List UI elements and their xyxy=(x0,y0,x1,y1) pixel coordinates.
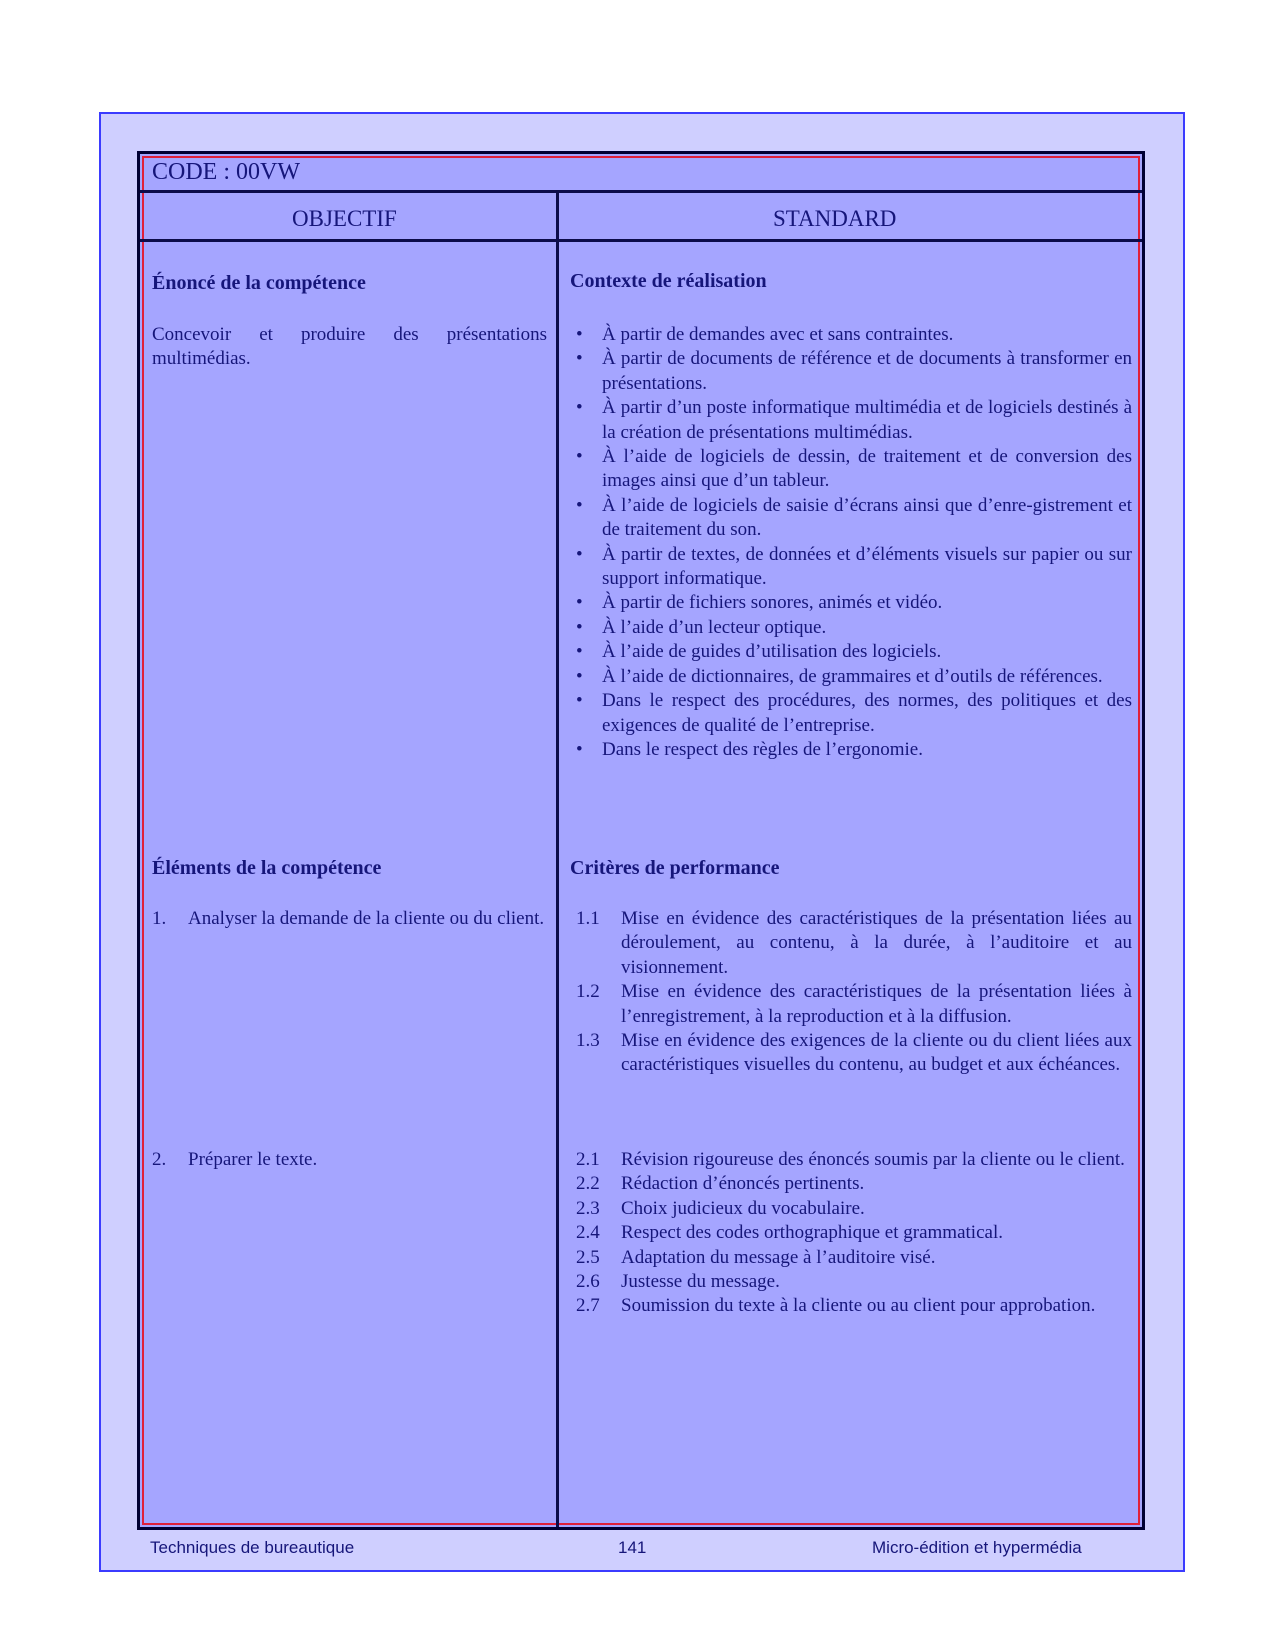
competency-code: CODE : 00VW xyxy=(152,159,300,185)
list-item-text: Dans le respect des procédures, des normes, des politiques et des exigences de qualité de l’entreprise. xyxy=(602,690,1132,736)
list-item xyxy=(576,347,1132,396)
section-title-criteres: Critères de performance xyxy=(570,857,780,879)
list-item xyxy=(576,1246,1132,1270)
list-item xyxy=(576,1148,1132,1172)
list-item xyxy=(576,1270,1132,1294)
criterion-text: Mise en évidence des caractéristiques de la présentation liées au déroulement, au contenu, à la durée, à l’auditoire et au visionnement. xyxy=(621,908,1132,978)
criterion-number: 2.3 xyxy=(576,1197,600,1219)
criteria-group-1 xyxy=(576,907,1132,1078)
list-item-text: À partir de textes, de données et d’éléments visuels sur papier ou sur support informatique. xyxy=(602,543,1132,590)
bullet-mark: • xyxy=(576,324,583,345)
list-item-text: À l’aide de dictionnaires, de grammaires et d’outils de références. xyxy=(602,665,1103,687)
enonce-text: Concevoir et produire des présentations multimédias. xyxy=(152,324,547,370)
bullet-mark: • xyxy=(576,616,583,638)
element-text: Préparer le texte. xyxy=(188,1149,318,1170)
criterion-text: Rédaction d’énoncés pertinents. xyxy=(621,1173,865,1195)
footer-program: Techniques de bureautique xyxy=(150,1538,355,1557)
criterion-number: 2.2 xyxy=(576,1173,600,1195)
criterion-number: 2.4 xyxy=(576,1222,600,1244)
criterion-number: 2.5 xyxy=(576,1246,600,1268)
bullet-mark: • xyxy=(576,494,583,516)
criterion-number: 2.7 xyxy=(576,1295,600,1317)
section-title-elements: Éléments de la compétence xyxy=(152,857,382,879)
footer-page-number: 141 xyxy=(618,1538,647,1557)
element-number: 1. xyxy=(152,908,167,929)
bullet-mark: • xyxy=(576,397,583,419)
list-item xyxy=(576,494,1132,543)
list-item xyxy=(576,665,1132,689)
column-divider xyxy=(556,192,559,1527)
list-item xyxy=(576,907,1132,980)
list-item-text: À l’aide de logiciels de dessin, de traitement et de conversion des images ainsi que d’un tableur. xyxy=(602,446,1132,492)
list-item-text: À partir de fichiers sonores, animés et vidéo. xyxy=(602,592,943,614)
element-2 xyxy=(152,1148,552,1172)
column-header-objectif: OBJECTIF xyxy=(292,206,397,231)
section-title-enonce: Énoncé de la compétence xyxy=(152,272,366,294)
list-item xyxy=(576,616,1132,640)
criterion-text: Révision rigoureuse des énoncés soumis par la cliente ou le client. xyxy=(621,1149,1125,1170)
criterion-text: Soumission du texte à la cliente ou au client pour approbation. xyxy=(621,1295,1096,1317)
list-item xyxy=(152,907,552,931)
list-item xyxy=(576,445,1132,494)
list-item-text: À l’aide de guides d’utilisation des logiciels. xyxy=(602,641,942,663)
list-item-text: À l’aide d’un lecteur optique. xyxy=(602,616,827,638)
element-1 xyxy=(152,907,552,931)
list-item xyxy=(576,689,1132,738)
criteria-group-2 xyxy=(576,1148,1132,1319)
list-item-text: À partir d’un poste informatique multimédia et de logiciels destinés à la création de présentations multimédias. xyxy=(602,397,1132,443)
contexte-list xyxy=(576,323,1132,762)
bullet-mark: • xyxy=(576,592,583,614)
list-item-text: À partir de documents de référence et de documents à transformer en présentations. xyxy=(602,348,1132,394)
criterion-number: 2.1 xyxy=(576,1149,600,1170)
bullet-mark: • xyxy=(576,348,583,370)
criterion-number: 1.1 xyxy=(576,908,600,929)
criterion-text: Adaptation du message à l’auditoire visé. xyxy=(621,1246,936,1268)
criterion-number: 1.2 xyxy=(576,981,600,1003)
divider-below-code xyxy=(140,190,1142,193)
list-item xyxy=(576,323,1132,347)
criterion-text: Mise en évidence des caractéristiques de la présentation liées à l’enregistrement, à la reproduction et à la diffusion. xyxy=(621,981,1132,1027)
criterion-text: Choix judicieux du vocabulaire. xyxy=(621,1197,865,1219)
criterion-text: Mise en évidence des exigences de la cliente ou du client liées aux caractéristiques visuelles du contenu, au budget et aux échéances. xyxy=(621,1030,1132,1076)
list-item xyxy=(576,640,1132,664)
footer-module: Micro-édition et hypermédia xyxy=(872,1538,1082,1557)
criterion-text: Justesse du message. xyxy=(621,1271,780,1293)
bullet-mark: • xyxy=(576,665,583,687)
list-item xyxy=(152,1148,552,1172)
list-item xyxy=(576,1221,1132,1245)
bullet-mark: • xyxy=(576,543,583,565)
criterion-number: 1.3 xyxy=(576,1030,600,1052)
divider-below-headers xyxy=(140,239,1142,242)
criterion-number: 2.6 xyxy=(576,1271,600,1293)
element-text: Analyser la demande de la cliente ou du client. xyxy=(188,908,545,929)
list-item-text: À l’aide de logiciels de saisie d’écrans ainsi que d’enre-gistrement et de traitement du son. xyxy=(602,494,1132,541)
list-item xyxy=(576,738,1132,762)
list-item xyxy=(576,1197,1132,1221)
list-item xyxy=(576,1029,1132,1078)
bullet-mark: • xyxy=(576,446,583,468)
list-item xyxy=(576,396,1132,445)
bullet-mark: • xyxy=(576,738,583,760)
list-item xyxy=(576,591,1132,615)
element-number: 2. xyxy=(152,1149,167,1170)
list-item-text: Dans le respect des règles de l’ergonomie. xyxy=(602,738,923,760)
list-item xyxy=(576,980,1132,1029)
list-item-text: À partir de demandes avec et sans contraintes. xyxy=(602,324,954,345)
bullet-mark: • xyxy=(576,690,583,712)
list-item xyxy=(576,1294,1132,1318)
bullet-mark: • xyxy=(576,641,583,663)
criterion-text: Respect des codes orthographique et grammatical. xyxy=(621,1222,1003,1244)
list-item xyxy=(576,543,1132,592)
section-title-contexte: Contexte de réalisation xyxy=(570,270,767,292)
list-item xyxy=(576,1172,1132,1196)
column-header-standard: STANDARD xyxy=(773,206,897,231)
